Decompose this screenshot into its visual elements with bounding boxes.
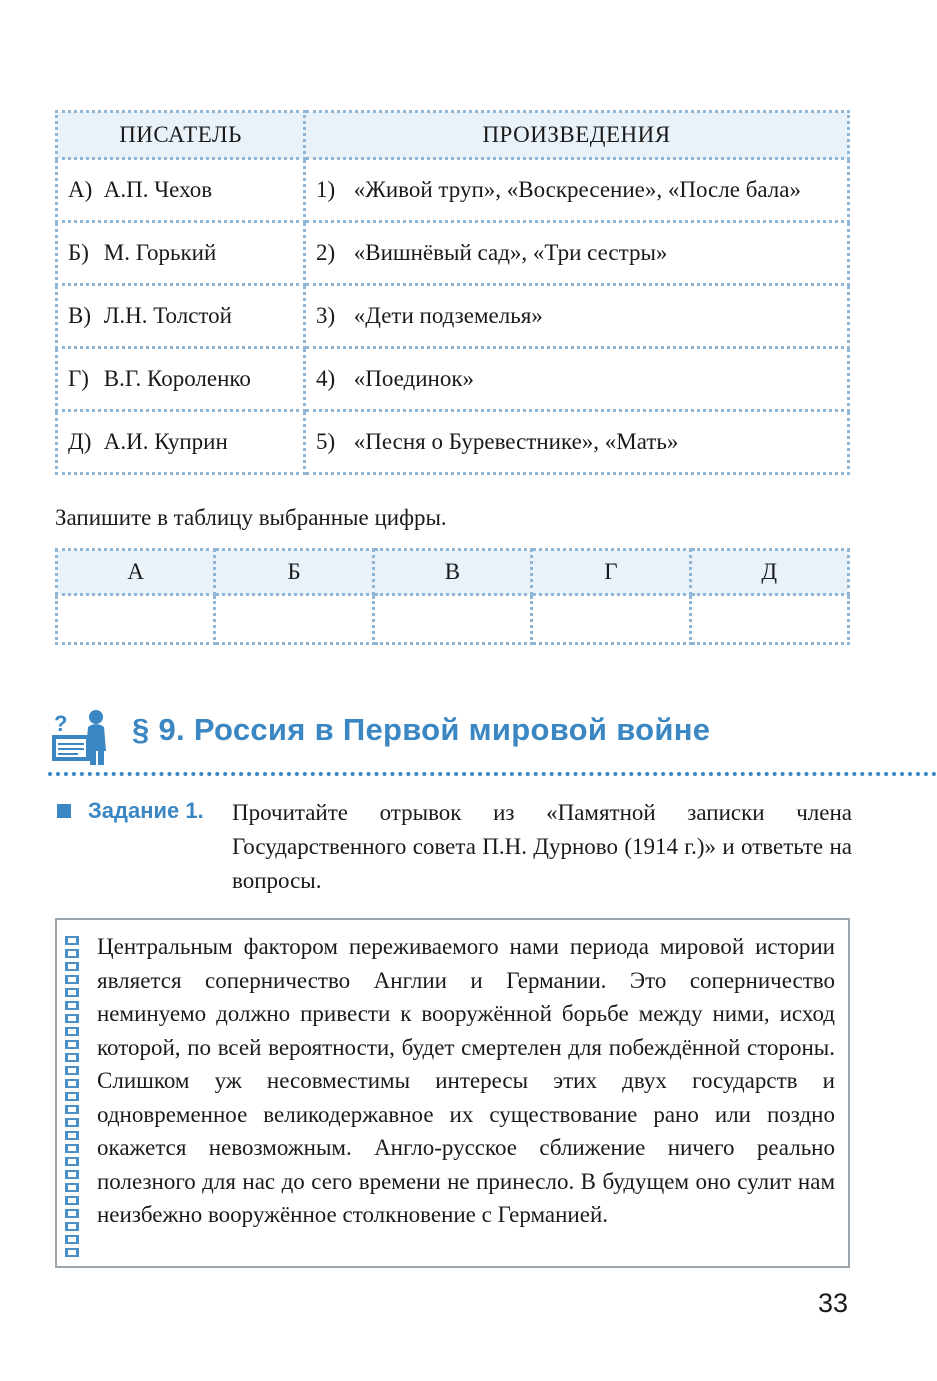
header-writer: ПИСАТЕЛЬ	[57, 112, 305, 159]
answer-header-cell: Б	[215, 550, 373, 595]
writer-letter: А)	[68, 177, 93, 202]
table-row	[57, 285, 849, 348]
answer-header-cell: А	[57, 550, 215, 595]
task-label: Задание 1.	[88, 798, 204, 823]
task-text: Прочитайте отрывок из «Памятной записки члена Государственного совета П.Н. Дурново (1914 г.)» и ответьте на вопросы.	[232, 800, 852, 893]
matching-table	[55, 110, 850, 475]
table-row	[57, 348, 849, 411]
works-cell	[305, 348, 849, 411]
answer-header-cell: Д	[690, 550, 848, 595]
writer-cell	[57, 285, 305, 348]
writer-cell	[57, 348, 305, 411]
works-text: «Вишнёвый сад», «Три сестры»	[353, 240, 668, 265]
works-cell	[305, 285, 849, 348]
work-number: 5)	[316, 429, 336, 454]
instruction-text: Запишите в таблицу выбранные цифры.	[55, 505, 447, 530]
writer-name: А.П. Чехов	[103, 177, 213, 202]
matching-table-header	[57, 112, 849, 159]
answer-cell-d[interactable]	[690, 595, 848, 644]
work-number: 3)	[316, 303, 336, 328]
table-row	[57, 159, 849, 222]
quote-stripe-decoration	[65, 934, 79, 1259]
table-row	[57, 411, 849, 474]
answer-header-cell: Г	[532, 550, 690, 595]
writer-name: А.И. Куприн	[103, 429, 228, 454]
work-number: 2)	[316, 240, 336, 265]
page-number: 33	[818, 1288, 849, 1318]
table-row	[57, 222, 849, 285]
answer-cell-v[interactable]	[373, 595, 531, 644]
writer-name: Л.Н. Толстой	[103, 303, 232, 328]
answer-cell-a[interactable]	[57, 595, 215, 644]
works-cell	[305, 411, 849, 474]
section-divider	[48, 772, 937, 776]
answer-header-cell: В	[373, 550, 531, 595]
header-works: ПРОИЗВЕДЕНИЯ	[305, 112, 849, 159]
section-title: § 9. Россия в Первой мировой войне	[132, 712, 711, 747]
svg-text:?: ?	[54, 711, 68, 736]
answer-cell-g[interactable]	[532, 595, 690, 644]
writer-cell	[57, 411, 305, 474]
writer-cell	[57, 159, 305, 222]
answer-row	[57, 595, 849, 644]
works-text: «Поединок»	[353, 366, 475, 391]
writer-name: В.Г. Короленко	[103, 366, 251, 391]
answer-cell-b[interactable]	[215, 595, 373, 644]
writer-letter: Б)	[68, 240, 89, 265]
task-bullet-icon	[57, 804, 71, 818]
works-cell	[305, 159, 849, 222]
writer-letter: В)	[68, 303, 91, 328]
writer-letter: Г)	[68, 366, 89, 391]
works-cell	[305, 222, 849, 285]
works-text: «Песня о Буревестнике», «Мать»	[353, 429, 679, 454]
work-number: 1)	[316, 177, 336, 202]
answer-table-header	[57, 550, 849, 595]
works-text: «Живой труп», «Воскресение», «После бала»	[353, 177, 801, 202]
writer-name: М. Горький	[103, 240, 217, 265]
writer-letter: Д)	[68, 429, 92, 454]
answer-table	[55, 548, 850, 645]
works-text: «Дети подземелья»	[353, 303, 543, 328]
writer-cell	[57, 222, 305, 285]
quote-text: Центральным фактором переживаемого нами периода мировой истории является соперничество Англии и Германии. Это соперничество неминуемо должно привести к вооружённой борьбе между ними, исход которой, по всей вероятности, будет смертелен для побеждённой стороны. Слишком уж несовместимы интересы этих двух государств и одновременное великодержавное их существование рано или поздно окажется невозможным. Англо-русское сближение ничего реально полезного для нас до сего времени не принесло. В будущем оно сулит нам неизбежно вооружённое столкновение с Германией.	[97, 934, 835, 1227]
work-number: 4)	[316, 366, 336, 391]
reading-figure-icon	[52, 705, 112, 767]
quote-box	[55, 918, 850, 1268]
